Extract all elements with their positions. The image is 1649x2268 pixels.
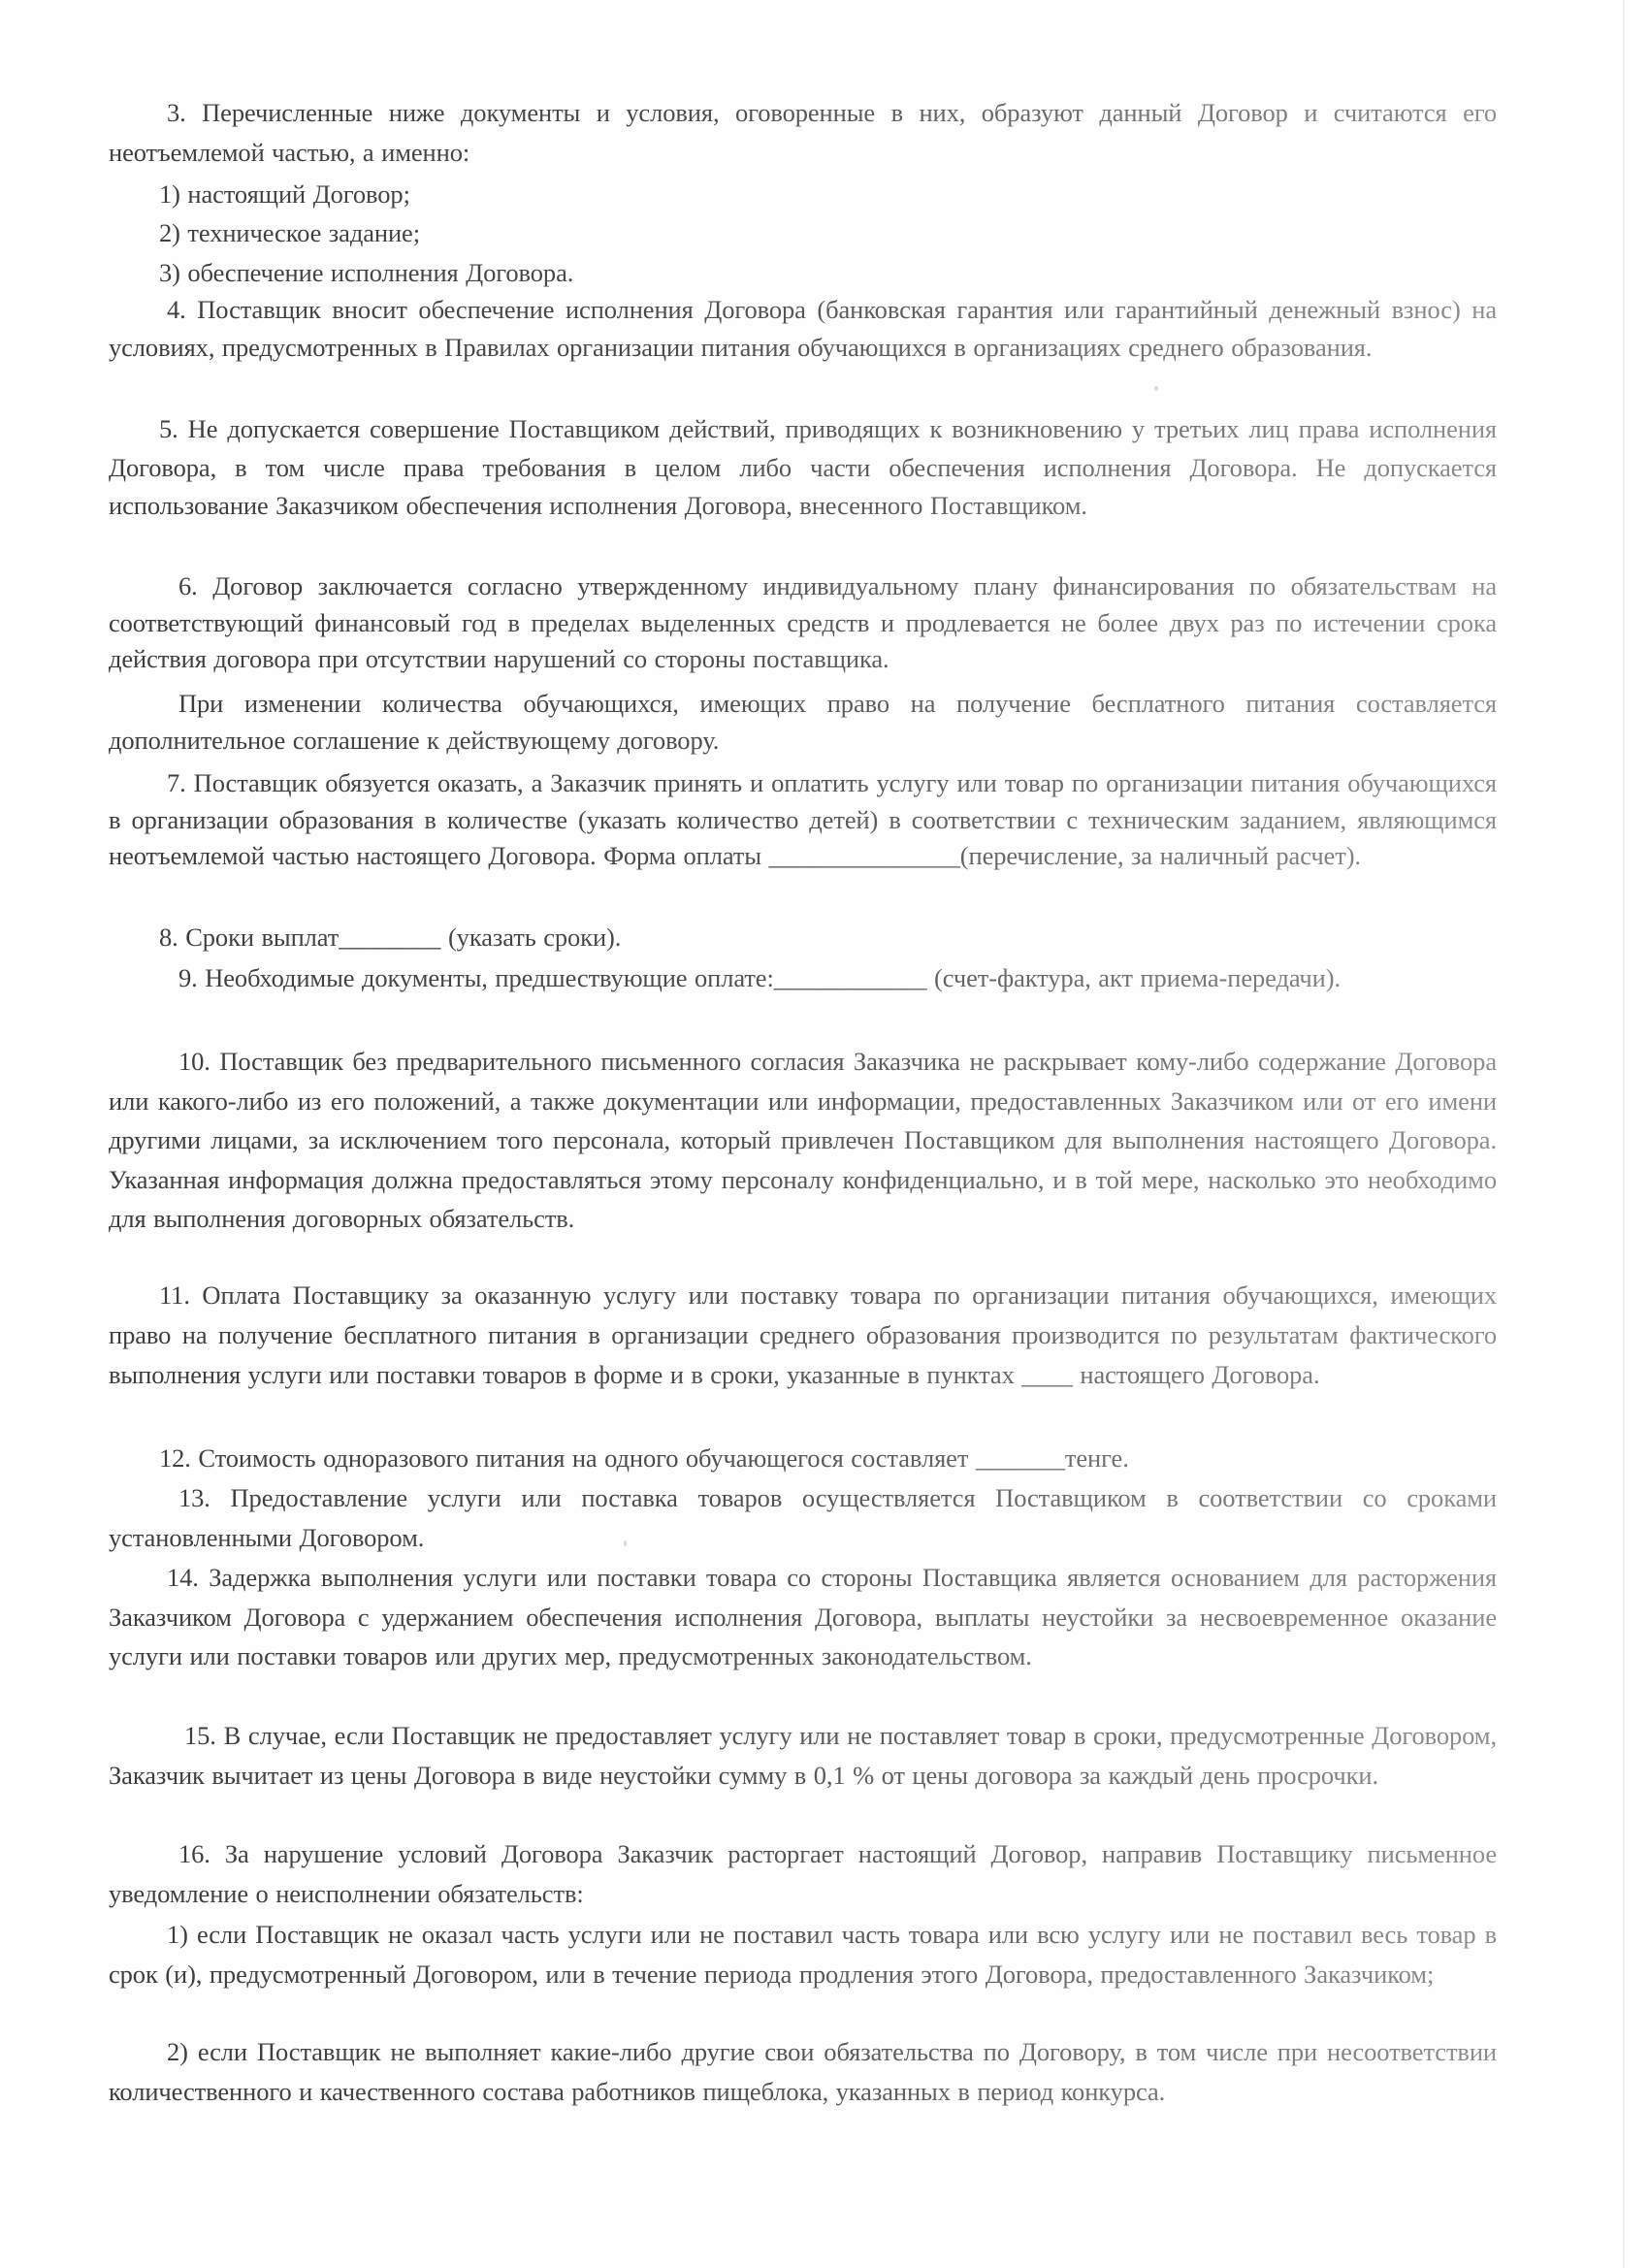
paragraph-4: 4. Поставщик вносит обеспечение исполнения Договора (банковская гарантия или гарантийный денежный взнос) на условиях, предусмотренных в Правилах организации питания обучающихся в организациях среднего образования. [109,291,1497,366]
paragraph-6-additional: При изменении количества обучающихся, имеющих право на получение бесплатного питания составляется дополнительное соглашение к действующему договору. [109,686,1497,759]
paragraph-16-item-2: 2) если Поставщик не выполняет какие-либо другие свои обязательства по Договору, в том числе при несоответствии количественного и качественного состава работников пищеблока, указанных в период конкурса. [109,2032,1497,2111]
paragraph-7: 7. Поставщик обязуется оказать, а Заказчик принять и оплатить услугу или товар по организации питания обучающихся в организации образования в количестве (указать количество детей) в соответствии с техническим заданием, являющимся неотъемлемой частью настоящего Договора. Форма оплаты _______________(перечисление, за наличный расчет). [109,765,1497,875]
paragraph-9: 9. Необходимые документы, предшествующие оплате:____________ (счет-фактура, акт приема-передачи). [109,958,1497,998]
paragraph-16-item-1: 1) если Поставщик не оказал часть услуги или не поставил часть товара или всю услугу или не поставил весь товар в срок (и), предусмотренный Договором, или в течение периода продления этого Договора, предоставленного Заказчиком; [109,1915,1497,1993]
list-item-technical-spec: 2) техническое задание; [109,213,1497,252]
page-edge [1623,0,1625,2268]
paragraph-11: 11. Оплата Поставщику за оказанную услугу или поставку товара по организации питания обучающихся, имеющих право на получение бесплатного питания в организации среднего образования производится по результатам фактического выполнения услуги или поставки товаров в форме и в сроки, указанные в пунктах ____ настоящего Договора. [109,1276,1497,1395]
paragraph-16: 16. За нарушение условий Договора Заказчик расторгает настоящий Договор, направив Поставщику письменное уведомление о неисполнении обязательств: [109,1834,1497,1913]
scan-speck [1154,386,1158,391]
paragraph-12: 12. Стоимость одноразового питания на одного обучающегося составляет _______тенге. [109,1439,1497,1477]
paragraph-14: 14. Задержка выполнения услуги или поставки товара со стороны Поставщика является основанием для расторжения Заказчиком Договора с удержанием обеспечения исполнения Договора, выплаты неустойки за несвоевременное оказание услуги или поставки товаров или других мер, предусмотренных законодательством. [109,1558,1497,1676]
scan-speck [624,1540,627,1546]
paragraph-10: 10. Поставщик без предварительного письменного согласия Заказчика не раскрывает кому-либо содержание Договора или какого-либо из его положений, а также документации или информации, предоставленных Заказчиком или от его имени другими лицами, за исключением того персонала, который привлечен Поставщиком для выполнения настоящего Договора. Указанная информация должна предоставляться этому персоналу конфиденциально, и в той мере, насколько это необходимо для выполнения договорных обязательств. [109,1042,1497,1239]
list-item-contract: 1) настоящий Договор; [109,175,1497,213]
paragraph-5: 5. Не допускается совершение Поставщиком действий, приводящих к возникновению у третьих лиц права исполнения Договора, в том числе права требования в целом либо части обеспечения исполнения Договора. Не допускается использование Заказчиком обеспечения исполнения Договора, внесенного Поставщиком. [109,410,1497,526]
list-item-performance-security: 3) обеспечение исполнения Договора. [109,253,1497,292]
paragraph-8: 8. Сроки выплат________ (указать сроки). [109,918,1497,956]
paragraph-6: 6. Договор заключается согласно утвержденному индивидуальному плану финансирования по обязательствам на соответствующий финансовый год в пределах выделенных средств и продлевается не более двух раз по истечении срока действия договора при отсутствии нарушений со стороны поставщика. [109,568,1497,678]
paragraph-15: 15. В случае, если Поставщик не предоставляет услугу или не поставляет товар в сроки, предусмотренные Договором, Заказчик вычитает из цены Договора в виде неустойки сумму в 0,1 % от цены договора за каждый день просрочки. [109,1716,1497,1795]
paragraph-3: 3. Перечисленные ниже документы и условия, оговоренные в них, образуют данный Договор и считаются его неотъемлемой частью, а именно: [109,93,1497,173]
paragraph-13: 13. Предоставление услуги или поставка товаров осуществляется Поставщиком в соответствии со сроками установленными Договором. [109,1478,1497,1557]
